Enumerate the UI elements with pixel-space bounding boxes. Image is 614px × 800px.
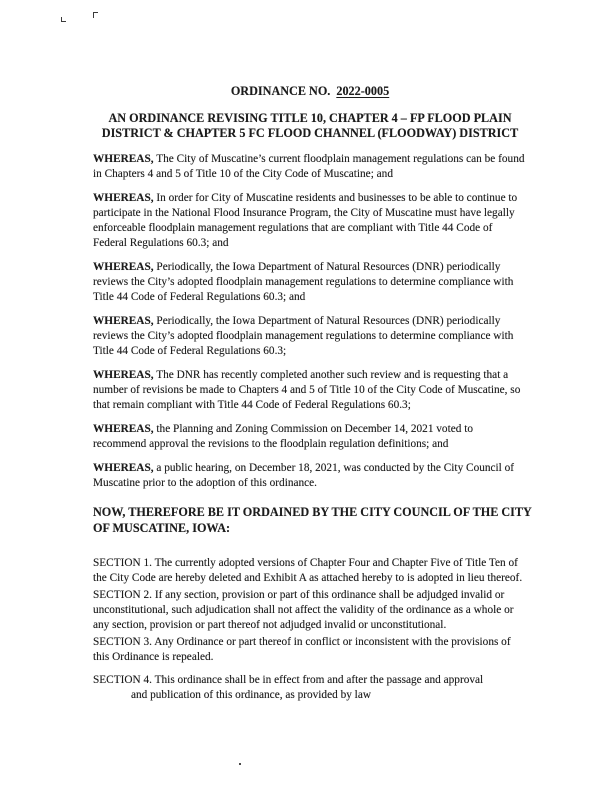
document-content <box>93 84 532 705</box>
whereas-label: WHEREAS, <box>93 192 154 204</box>
scan-artifact-icon <box>93 12 98 18</box>
scan-artifact-icon <box>239 763 241 765</box>
section-label: SECTION 1. <box>93 557 152 569</box>
ordinance-number-label: ORDINANCE NO. <box>230 84 331 98</box>
section-label: SECTION 3. <box>93 636 152 648</box>
ordinance-number-value: 2022-0005 <box>336 84 390 98</box>
whereas-label: WHEREAS, <box>93 153 154 165</box>
whereas-label: WHEREAS, <box>93 369 154 381</box>
whereas-label: WHEREAS, <box>93 261 154 273</box>
whereas-clause-2 <box>93 191 527 251</box>
whereas-text: Periodically, the Iowa Department of Natural Resources (DNR) periodically reviews the City’s adopted floodplain management regulations to determine compliance with Title 44 Code of Federal Regulations 60.3; <box>93 315 514 357</box>
whereas-text: The DNR has recently completed another such review and is requesting that a number of revisions be made to Chapters 4 and 5 of Title 10 of the City Code of Muscatine, so that remain compliant with Title 44 Code of Federal Regulations 60.3; <box>93 369 521 411</box>
section-1 <box>93 556 527 586</box>
whereas-clause-7 <box>93 461 527 491</box>
section-text: If any section, provision or part of this ordinance shall be adjudged invalid or unconstitutional, such adjudication shall not affect the validity of the ordinance as a whole or any section, provision or part thereof not adjudged invalid or unconstitutional. <box>93 589 514 631</box>
whereas-clause-6 <box>93 422 527 452</box>
enacting-clause-line1: NOW, THEREFORE BE IT ORDAINED BY THE CITY COUNCIL OF THE CITY <box>93 505 532 519</box>
ordinance-number <box>93 84 527 99</box>
whereas-text: the Planning and Zoning Commission on December 14, 2021 voted to recommend approval the revisions to the floodplain regulation definitions; and <box>93 423 473 450</box>
section-label: SECTION 4. <box>93 674 152 686</box>
whereas-text: Periodically, the Iowa Department of Natural Resources (DNR) periodically reviews the City’s adopted floodplain management regulations to determine compliance with Title 44 Code of Federal Regulations 60.3; and <box>93 261 514 303</box>
whereas-label: WHEREAS, <box>93 462 154 474</box>
section-text: Any Ordinance or part thereof in conflict or inconsistent with the provisions of this Ordinance is repealed. <box>93 636 511 663</box>
enacting-clause-line2: OF MUSCATINE, IOWA: <box>93 520 231 535</box>
whereas-text: In order for City of Muscatine residents and businesses to be able to continue to participate in the National Flood Insurance Program, the City of Muscatine must have legally enforceable floodplain management regulations that are compliant with Title 44 Code of Federal Regulations 60.3; and <box>93 192 518 249</box>
section-text: The currently adopted versions of Chapter Four and Chapter Five of Title Ten of the City Code are hereby deleted and Exhibit A as attached hereby to is adopted in lieu thereof. <box>93 557 523 584</box>
document-title-line1: AN ORDINANCE REVISING TITLE 10, CHAPTER 4 – FP FLOOD PLAIN <box>108 111 512 125</box>
document-title-line2: DISTRICT & CHAPTER 5 FC FLOOD CHANNEL (FLOODWAY) DISTRICT <box>101 126 519 140</box>
section-3 <box>93 635 527 665</box>
whereas-clause-3 <box>93 260 527 305</box>
section-text: This ordinance shall be in effect from and after the passage and approval <box>154 674 484 686</box>
section-2 <box>93 588 527 633</box>
document-title <box>93 111 527 141</box>
section-text-continued: and publication of this ordinance, as provided by law <box>131 689 371 701</box>
scan-artifact-icon <box>61 17 66 22</box>
whereas-text: The City of Muscatine’s current floodplain management regulations can be found in Chapters 4 and 5 of Title 10 of the City Code of Muscatine; and <box>93 153 525 180</box>
whereas-label: WHEREAS, <box>93 315 154 327</box>
whereas-clause-5 <box>93 368 527 413</box>
whereas-text: a public hearing, on December 18, 2021, was conducted by the City Council of Muscatine prior to the adoption of this ordinance. <box>93 462 515 489</box>
section-4 <box>93 673 527 703</box>
whereas-clause-1 <box>93 152 527 182</box>
section-label: SECTION 2. <box>93 589 152 601</box>
whereas-label: WHEREAS, <box>93 423 154 435</box>
enacting-clause <box>93 505 532 536</box>
whereas-clause-4 <box>93 314 527 359</box>
